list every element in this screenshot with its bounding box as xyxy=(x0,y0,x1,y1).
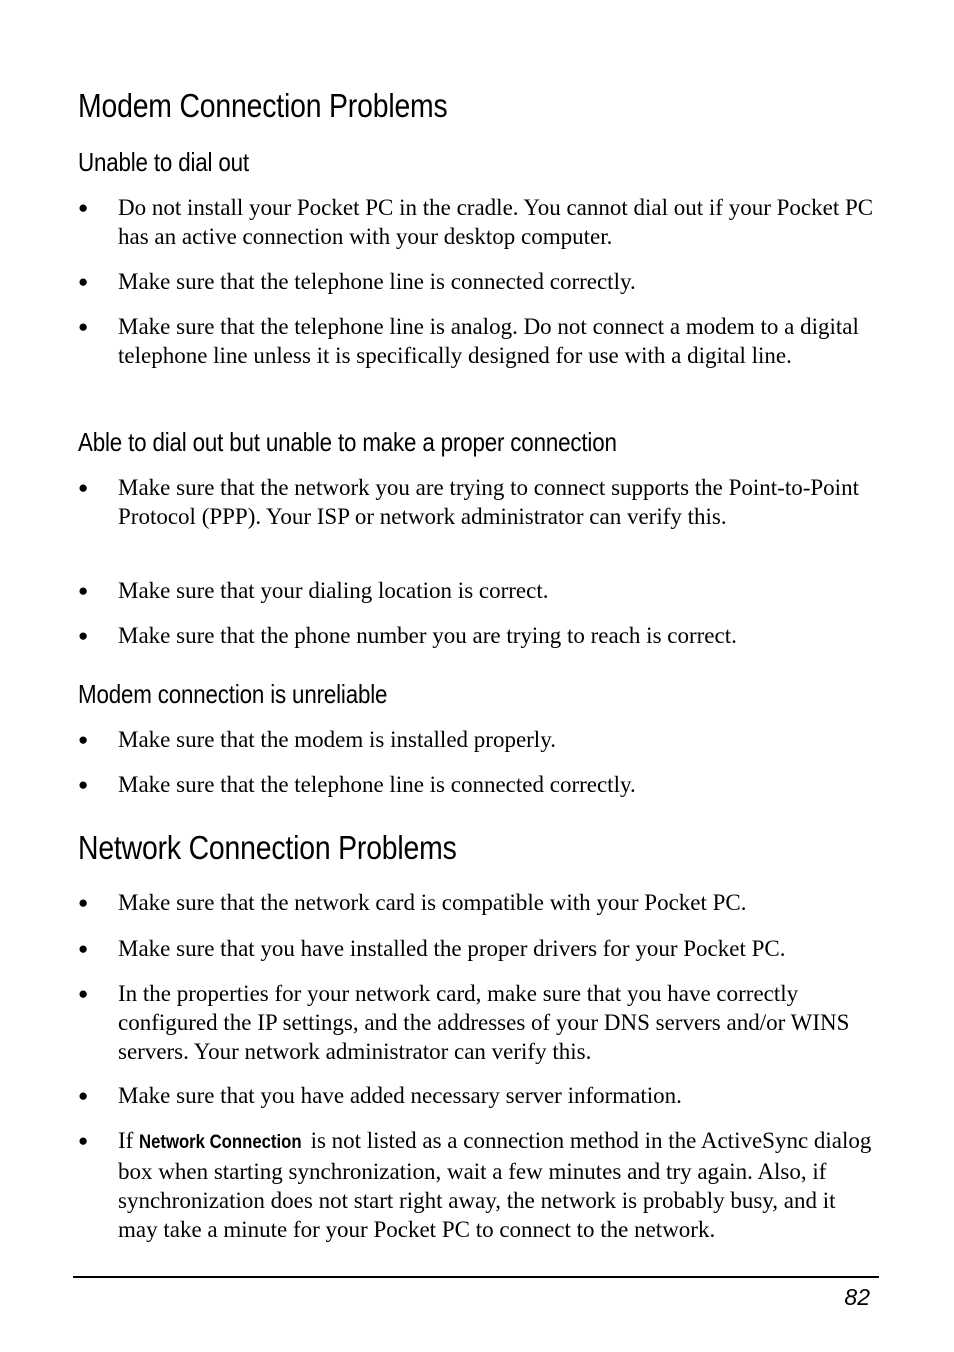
list-item-text: Do not install your Pocket PC in the cradle. You cannot dial out if your Pocket PC has an active connection with your desktop computer. xyxy=(118,195,874,249)
subsection-title-proper-connection: Able to dial out but unable to make a proper connection xyxy=(78,427,617,457)
bullet-icon: ● xyxy=(78,775,89,794)
list-item xyxy=(78,934,878,963)
list-item-prefix: If xyxy=(118,1128,134,1153)
list-item xyxy=(78,193,878,251)
bullet-icon: ● xyxy=(78,1086,89,1105)
bullet-icon: ● xyxy=(78,893,89,912)
list-item-text: Make sure that the network card is compatible with your Pocket PC. xyxy=(118,890,747,915)
footer-divider xyxy=(73,1276,879,1278)
bullet-icon: ● xyxy=(78,317,89,336)
network-connection-term: Network Connection xyxy=(139,1132,302,1153)
list-item xyxy=(78,1126,878,1244)
list-item-text: Make sure that the network you are trying to connect supports the Point-to-Point Protocol (PPP). Your ISP or network administrator can verify this. xyxy=(118,475,859,529)
list-item-text: In the properties for your network card, make sure that you have correctly configured the IP settings, and the addresses of your DNS servers and/or WINS servers. Your network administrator can verify this. xyxy=(118,981,850,1064)
list-item-text: Make sure that you have added necessary server information. xyxy=(118,1083,682,1108)
bullet-icon: ● xyxy=(78,939,89,958)
list-item xyxy=(78,725,878,754)
section-title-modem: Modem Connection Problems xyxy=(78,87,448,124)
section-title-network: Network Connection Problems xyxy=(78,829,457,866)
list-item-text: Make sure that the telephone line is connected correctly. xyxy=(118,269,636,294)
bullet-icon: ● xyxy=(78,581,89,600)
list-item xyxy=(78,576,878,605)
page-number: 82 xyxy=(844,1284,870,1310)
list-item-suffix: is not listed as a connection method in the ActiveSync dialog box when starting synchronization, wait a few minutes and try again. Also, if synchronization does not start right away, the network is probably busy, and it may take a minute for your Pocket PC to connect to the network. xyxy=(118,1128,872,1242)
subsection-title-unable-to-dial: Unable to dial out xyxy=(78,147,249,177)
list-item xyxy=(78,888,878,917)
list-item-text: Make sure that you have installed the proper drivers for your Pocket PC. xyxy=(118,936,786,961)
bullet-icon: ● xyxy=(78,626,89,645)
list-item-text: Make sure that the telephone line is connected correctly. xyxy=(118,772,636,797)
bullet-icon: ● xyxy=(78,478,89,497)
list-item xyxy=(78,770,878,799)
bullet-icon: ● xyxy=(78,198,89,217)
bullet-icon: ● xyxy=(78,984,89,1003)
list-item xyxy=(78,473,878,531)
list-item xyxy=(78,267,878,296)
subsection-title-unreliable: Modem connection is unreliable xyxy=(78,679,388,709)
bullet-icon: ● xyxy=(78,730,89,749)
list-item-text: Make sure that the phone number you are trying to reach is correct. xyxy=(118,623,737,648)
list-item-text xyxy=(118,1126,880,1244)
list-item xyxy=(78,979,878,1066)
list-item-text: Make sure that the telephone line is analog. Do not connect a modem to a digital telephone line unless it is specifically designed for use with a digital line. xyxy=(118,314,859,368)
bullet-icon: ● xyxy=(78,272,89,291)
list-item-text: Make sure that the modem is installed properly. xyxy=(118,727,556,752)
list-item xyxy=(78,621,878,650)
list-item xyxy=(78,1081,878,1110)
list-item-text: Make sure that your dialing location is correct. xyxy=(118,578,549,603)
bullet-icon: ● xyxy=(78,1131,89,1150)
list-item xyxy=(78,312,878,370)
